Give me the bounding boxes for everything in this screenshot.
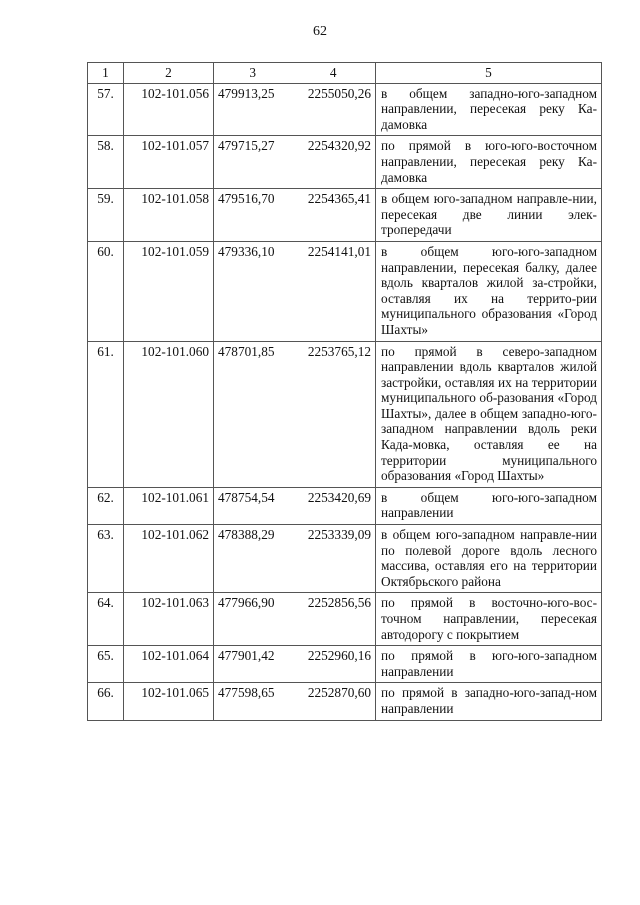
row-number: 64. [88, 593, 124, 646]
table-row [88, 83, 602, 136]
coordinate-x: 479715,27 [214, 136, 292, 189]
header-col-2: 2 [124, 63, 214, 84]
boundary-description: по прямой в юго-юго-западном направлении [376, 646, 602, 683]
header-col-4: 4 [292, 63, 376, 84]
page-number: 62 [313, 24, 327, 39]
row-number: 66. [88, 683, 124, 720]
coordinate-y: 2254365,41 [292, 189, 376, 242]
row-number: 61. [88, 341, 124, 487]
row-number: 57. [88, 83, 124, 136]
row-number: 58. [88, 136, 124, 189]
coordinate-y: 2254320,92 [292, 136, 376, 189]
coordinate-x: 478754,54 [214, 487, 292, 524]
boundary-description: по прямой в западно-юго-запад-ном направлении [376, 683, 602, 720]
table-row [88, 136, 602, 189]
row-number: 59. [88, 189, 124, 242]
point-code: 102-101.056 [124, 83, 214, 136]
point-code: 102-101.060 [124, 341, 214, 487]
boundary-description: в общем юго-западном направле-нии по полевой дороге вдоль лесного массива, оставляя его на территории Октябрьского района [376, 525, 602, 593]
table-row [88, 189, 602, 242]
boundary-description: в общем юго-юго-западном направлении [376, 487, 602, 524]
boundary-description: по прямой в северо-западном направлении вдоль кварталов жилой застройки, оставляя их на территории муниципального об-разования «Город Шахты», далее в общем западно-юго-западном направлении вдоль реки Када-мовка, оставляя ее на территории муниципального образования «Город Шахты» [376, 341, 602, 487]
row-number: 62. [88, 487, 124, 524]
coordinate-y: 2252856,56 [292, 593, 376, 646]
table-row [88, 683, 602, 720]
coordinate-x: 477966,90 [214, 593, 292, 646]
coordinate-x: 477598,65 [214, 683, 292, 720]
point-code: 102-101.065 [124, 683, 214, 720]
coordinate-y: 2252960,16 [292, 646, 376, 683]
coordinate-y: 2255050,26 [292, 83, 376, 136]
point-code: 102-101.062 [124, 525, 214, 593]
boundary-table [87, 62, 602, 721]
coordinate-x: 478701,85 [214, 341, 292, 487]
coordinate-x: 479516,70 [214, 189, 292, 242]
coordinate-y: 2254141,01 [292, 241, 376, 341]
point-code: 102-101.063 [124, 593, 214, 646]
table-row [88, 487, 602, 524]
point-code: 102-101.058 [124, 189, 214, 242]
table-row [88, 525, 602, 593]
header-col-1: 1 [88, 63, 124, 84]
header-col-3: 3 [214, 63, 292, 84]
table-row [88, 241, 602, 341]
point-code: 102-101.064 [124, 646, 214, 683]
boundary-description: по прямой в восточно-юго-вос-точном направлении, пересекая автодорогу с покрытием [376, 593, 602, 646]
coordinate-y: 2253765,12 [292, 341, 376, 487]
header-col-5: 5 [376, 63, 602, 84]
table-row [88, 646, 602, 683]
point-code: 102-101.059 [124, 241, 214, 341]
point-code: 102-101.061 [124, 487, 214, 524]
boundary-description: в общем юго-юго-западном направлении, пересекая балку, далее вдоль кварталов жилой за-стройки, оставляя их на террито-рии муниципального образования «Город Шахты» [376, 241, 602, 341]
table-row [88, 593, 602, 646]
coordinate-x: 479913,25 [214, 83, 292, 136]
row-number: 65. [88, 646, 124, 683]
point-code: 102-101.057 [124, 136, 214, 189]
coordinate-y: 2252870,60 [292, 683, 376, 720]
boundary-description: по прямой в юго-юго-восточном направлении, пересекая реку Ка-дамовка [376, 136, 602, 189]
coordinate-x: 477901,42 [214, 646, 292, 683]
coordinate-y: 2253420,69 [292, 487, 376, 524]
row-number: 63. [88, 525, 124, 593]
coordinate-x: 479336,10 [214, 241, 292, 341]
boundary-description: в общем западно-юго-западном направлении, пересекая реку Ка-дамовка [376, 83, 602, 136]
boundary-description: в общем юго-западном направле-нии, пересекая две линии элек-тропередачи [376, 189, 602, 242]
table-header-row [88, 63, 602, 84]
coordinate-y: 2253339,09 [292, 525, 376, 593]
coordinate-x: 478388,29 [214, 525, 292, 593]
row-number: 60. [88, 241, 124, 341]
table-row [88, 341, 602, 487]
